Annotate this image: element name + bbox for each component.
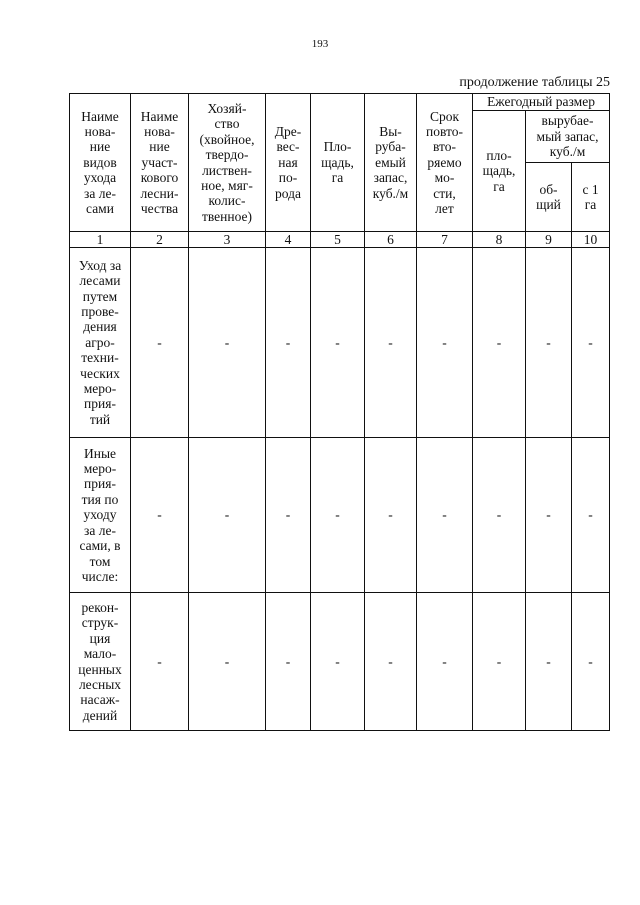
header-district-forestry: Наиме нова- ние участ- кового лесни- чества <box>131 94 189 232</box>
row-name: Иные меро- прия- тия по уходу за ле- сами, в том числе: <box>70 438 131 593</box>
header-care-type: Наиме нова- ние видов ухода за ле- сами <box>70 94 131 232</box>
table-cell: - <box>131 438 189 593</box>
table-cell: - <box>473 438 526 593</box>
table-cell: - <box>526 248 572 438</box>
table-cell: - <box>572 593 610 731</box>
header-volume-per-ha: с 1 га <box>572 163 610 232</box>
forest-care-table <box>69 93 610 731</box>
column-number: 5 <box>311 232 365 248</box>
column-number: 9 <box>526 232 572 248</box>
table-row <box>70 438 610 593</box>
table-cell: - <box>189 438 266 593</box>
column-number: 7 <box>417 232 473 248</box>
table-row <box>70 593 610 731</box>
row-name: Уход за лесами путем прове- дения агро- техни- ческих меро- прия- тий <box>70 248 131 438</box>
table-cell: - <box>365 593 417 731</box>
table-cell: - <box>526 438 572 593</box>
table-cell: - <box>311 248 365 438</box>
table-cell: - <box>572 438 610 593</box>
column-number: 2 <box>131 232 189 248</box>
header-row-1 <box>70 94 610 111</box>
table-cell: - <box>189 248 266 438</box>
table-cell: - <box>266 248 311 438</box>
table-row <box>70 248 610 438</box>
table-cell: - <box>266 438 311 593</box>
row-name: рекон- струк- ция мало- ценных лесных насаж- дений <box>70 593 131 731</box>
header-volume-total: об- щий <box>526 163 572 232</box>
table-cell: - <box>417 593 473 731</box>
table-cell: - <box>473 593 526 731</box>
table-cell: - <box>365 438 417 593</box>
column-number-row <box>70 232 610 248</box>
table-cell: - <box>131 248 189 438</box>
column-number: 6 <box>365 232 417 248</box>
table-cell: - <box>526 593 572 731</box>
table-cell: - <box>189 593 266 731</box>
table-cell: - <box>266 593 311 731</box>
column-number: 4 <box>266 232 311 248</box>
column-number: 3 <box>189 232 266 248</box>
header-annual-volume: вырубае- мый запас, куб./м <box>526 111 610 163</box>
table-cell: - <box>311 593 365 731</box>
table-cell: - <box>311 438 365 593</box>
column-number: 1 <box>70 232 131 248</box>
header-repeat-period: Срок повто- вто- ряемо мо- сти, лет <box>417 94 473 232</box>
header-farm-type: Хозяй- ство (хвойное, твердо- листвен- ное, мяг- колис- твенное) <box>189 94 266 232</box>
table-cell: - <box>131 593 189 731</box>
header-annual-area: пло- щадь, га <box>473 111 526 232</box>
table-cell: - <box>473 248 526 438</box>
header-cut-volume: Вы- руба- емый запас, куб./м <box>365 94 417 232</box>
header-annual-size: Ежегодный размер <box>473 94 610 111</box>
table-cell: - <box>417 248 473 438</box>
table-continuation-label: продолжение таблицы 25 <box>459 75 610 90</box>
header-tree-species: Дре- вес- ная по- рода <box>266 94 311 232</box>
table-cell: - <box>417 438 473 593</box>
column-number: 8 <box>473 232 526 248</box>
table-cell: - <box>365 248 417 438</box>
page-number: 193 <box>311 38 329 50</box>
column-number: 10 <box>572 232 610 248</box>
table-cell: - <box>572 248 610 438</box>
header-area: Пло- щадь, га <box>311 94 365 232</box>
